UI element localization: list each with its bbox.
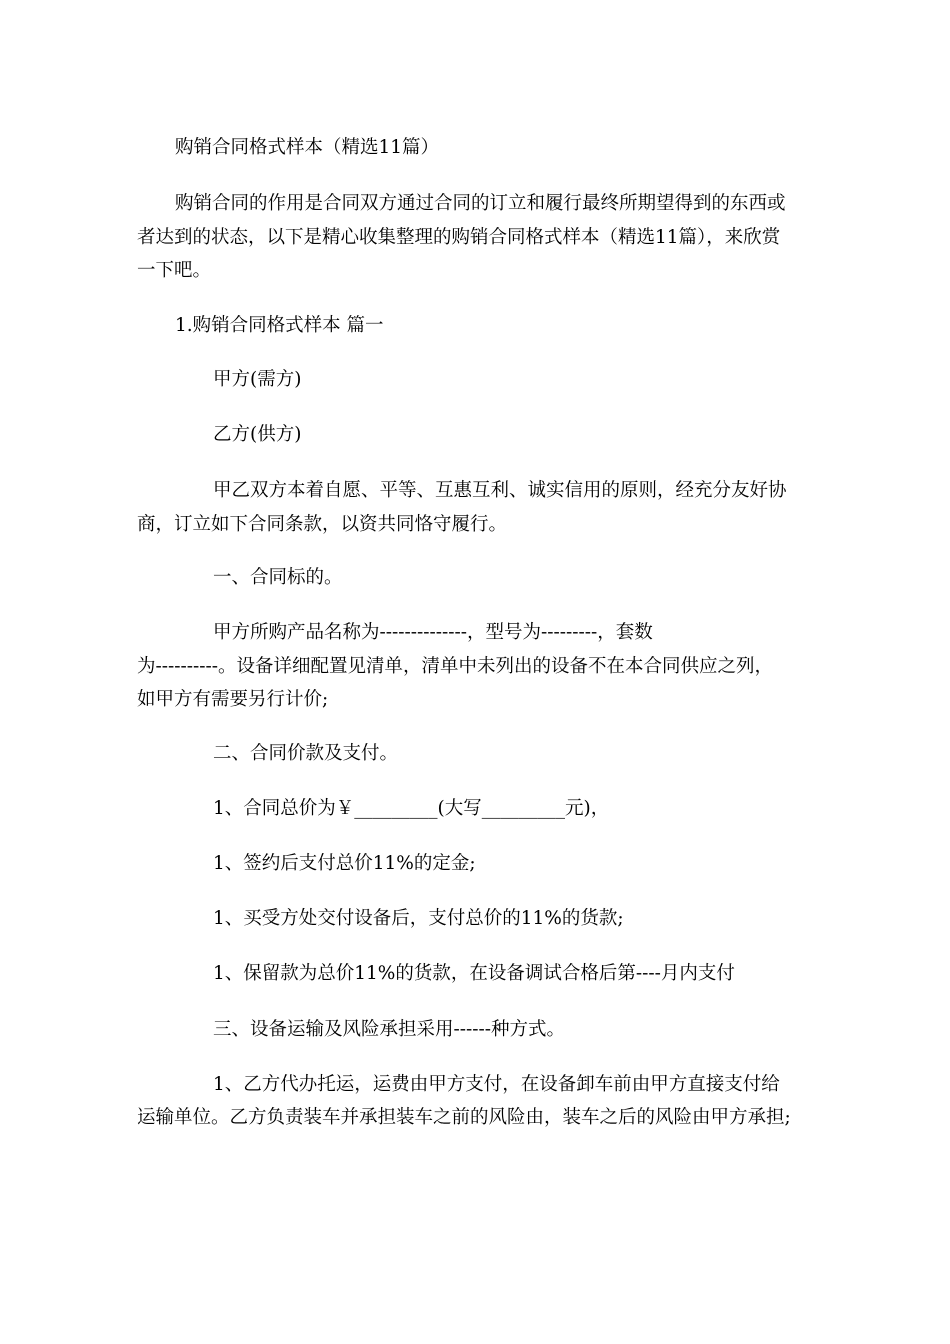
clause2-item-3: 1、买受方处交付设备后，支付总价的11%的货款; — [213, 908, 624, 929]
clause3-line-2: 运输单位。乙方负责装车并承担装车之前的风险由，装车之后的风险由甲方承担; — [137, 1107, 791, 1128]
clause1-heading: 一、合同标的。 — [213, 567, 343, 588]
preamble-line-1: 甲乙双方本着自愿、平等、互惠互利、诚实信用的原则，经充分友好协 — [213, 480, 787, 501]
clause3-line-1: 1、乙方代办托运，运费由甲方支付，在设备卸车前由甲方直接支付给 — [213, 1074, 780, 1095]
clause1-line-2: 为----------。设备详细配置见清单，清单中未列出的设备不在本合同供应之列， — [137, 656, 774, 677]
section-heading: 1.购销合同格式样本 篇一 — [175, 315, 384, 336]
intro-line-1: 购销合同的作用是合同双方通过合同的订立和履行最终所期望得到的东西或 — [175, 193, 786, 214]
preamble-line-2: 商，订立如下合同条款，以资共同恪守履行。 — [137, 514, 508, 535]
clause1-line-3: 如甲方有需要另行计价; — [137, 689, 329, 710]
clause2-item-2: 1、签约后支付总价11%的定金; — [213, 853, 476, 874]
clause2-item-4: 1、保留款为总价11%的货款，在设备调试合格后第----月内支付 — [213, 963, 735, 984]
clause2-item-1: 1、合同总价为￥_________(大写_________元)， — [213, 798, 610, 819]
clause1-line-1: 甲方所购产品名称为--------------，型号为---------，套数 — [213, 622, 653, 643]
clause2-heading: 二、合同价款及支付。 — [213, 743, 399, 764]
document-title: 购销合同格式样本（精选11篇） — [175, 137, 440, 158]
clause3-heading: 三、设备运输及风险承担采用------种方式。 — [213, 1019, 566, 1040]
party-b-label: 乙方(供方) — [213, 424, 302, 445]
intro-line-2: 者达到的状态，以下是精心收集整理的购销合同格式样本（精选11篇），来欣赏 — [137, 227, 781, 248]
party-a-label: 甲方(需方) — [213, 369, 302, 390]
intro-line-3: 一下吧。 — [137, 260, 212, 281]
